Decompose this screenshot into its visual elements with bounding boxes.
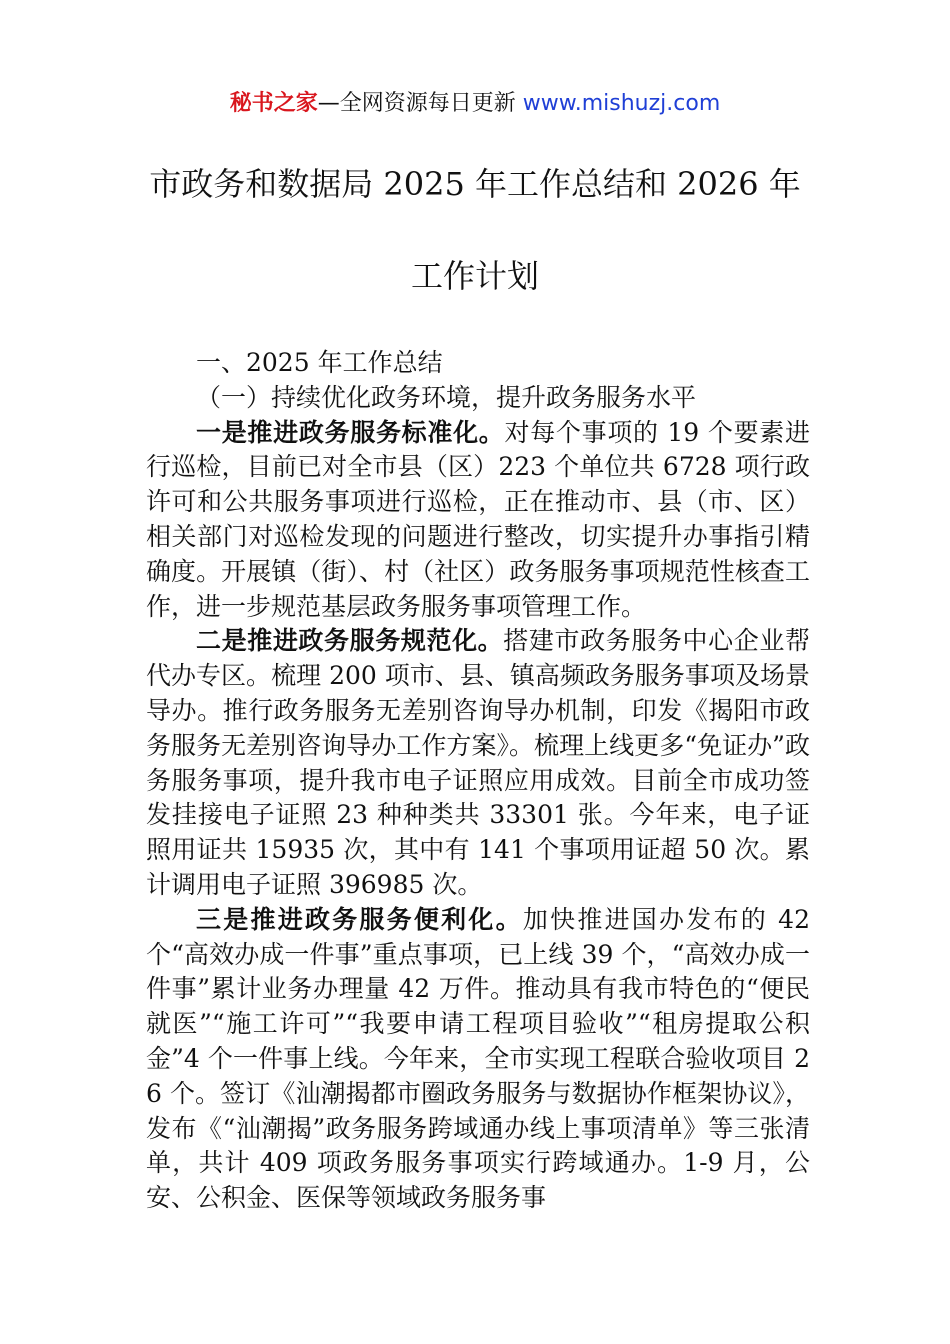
paragraph-normalization (146, 624, 810, 902)
site-url-link[interactable]: www.mishuzj.com (522, 91, 721, 116)
site-header (0, 88, 950, 120)
paragraph-lead: 三是推进政务服务便利化。 (196, 904, 523, 934)
paragraph-text: 加快推进国办发布的 42 个“高效办成一件事”重点事项，已上线 39 个，“高效办成一件事”累计业务办理量 42 万件。推动具有我市特色的“便民就医”“施工许可”“我要申请工程项目验收”“租房提取公积金”4 个一件事上线。今年来，全市实现工程联合验收项目 26 个。签订《汕潮揭都市圈政务服务与数据协作框架协议》，发布《“汕潮揭”政务服务跨域通办线上事项清单》等三张清单，共计 409 项政务服务事项实行跨域通办。1-9 月，公安、公积金、医保等领域政务服务事 (146, 904, 810, 1213)
title-line-2: 工作计划 (410, 257, 539, 295)
document-body (146, 346, 810, 1216)
paragraph-text: 对每个事项的 19 个要素进行巡检，目前已对全市县（区）223 个单位共 6728 项行政许可和公共服务事项进行巡检，正在推动市、县（市、区）相关部门对巡检发现的问题进行整改，切实提升办事指引精确度。开展镇（街）、村（社区）政务服务事项规范性核查工作，进一步规范基层政务服务事项管理工作。 (146, 417, 810, 621)
section-heading: 一、2025 年工作总结 (196, 348, 443, 377)
site-brand: 秘书之家 (229, 91, 318, 116)
paragraph-lead: 一是推进政务服务标准化。 (196, 417, 505, 447)
document-title (0, 158, 950, 302)
subsection-heading: （一）持续优化政务环境，提升政务服务水平 (196, 382, 697, 412)
site-tagline: —全网资源每日更新 (317, 91, 523, 116)
paragraph-standardization (146, 416, 810, 625)
paragraph-facilitation (146, 903, 810, 1216)
paragraph-text: 搭建市政务服务中心企业帮代办专区。梳理 200 项市、县、镇高频政务服务事项及场景导办。推行政务服务无差别咨询导办机制，印发《揭阳市政务服务无差别咨询导办工作方案》。梳理上线更多“免证办”政务服务事项，提升我市电子证照应用成效。目前全市成功签发挂接电子证照 23 种种类共 33301 张。今年来，电子证照用证共 15935 次，其中有 141 个事项用证超 50 次。累计调用电子证照 396985 次。 (146, 626, 810, 899)
paragraph-lead: 二是推进政务服务规范化。 (196, 626, 504, 656)
title-line-1: 市政务和数据局 2025 年工作总结和 2026 年 (149, 165, 801, 203)
